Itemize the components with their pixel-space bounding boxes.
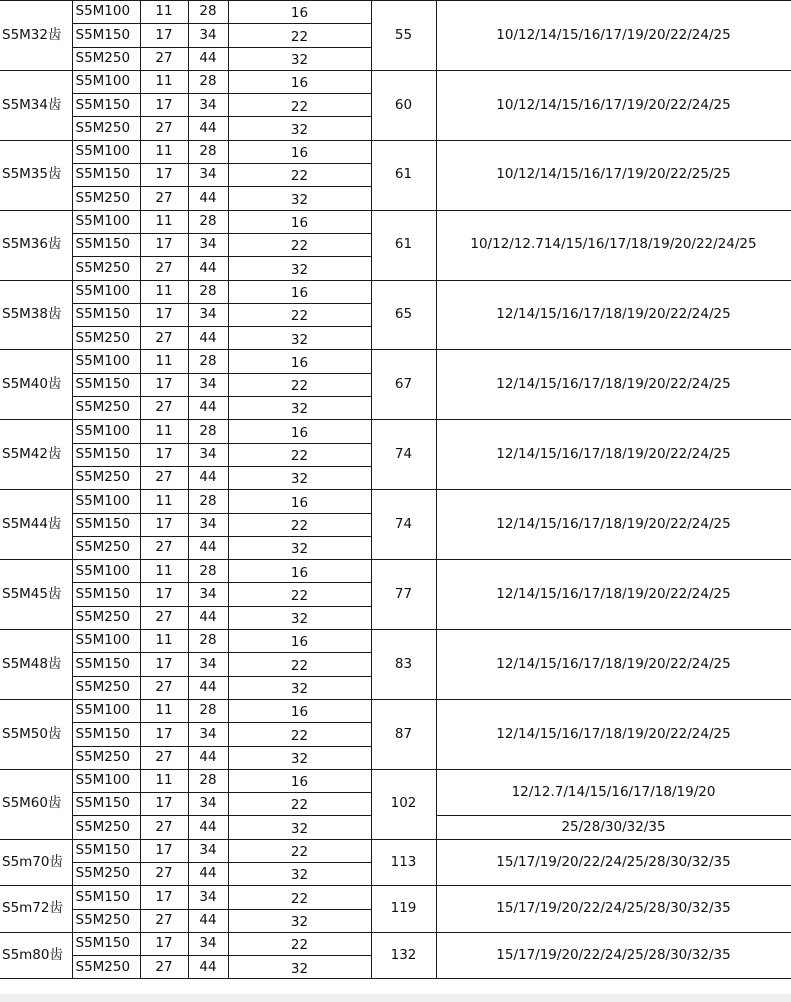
- belt-model-cell: S5M150: [72, 653, 140, 676]
- outer-diameter-cell: 83: [371, 630, 436, 700]
- width-b-cell: 34: [188, 303, 228, 326]
- bore-options-cell: 12/14/15/16/17/18/19/20/22/24/25: [436, 490, 791, 560]
- table-row: [0, 886, 791, 909]
- belt-model-cell: S5M150: [72, 513, 140, 536]
- outer-diameter-cell: 55: [371, 1, 436, 71]
- width-b-cell: 44: [188, 257, 228, 280]
- value-cell: 32: [228, 606, 371, 629]
- belt-model-cell: S5M250: [72, 47, 140, 70]
- width-b-cell: 28: [188, 70, 228, 93]
- belt-model-cell: S5M100: [72, 769, 140, 792]
- value-cell: 32: [228, 536, 371, 559]
- bore-options-cell: 10/12/14/15/16/17/19/20/22/24/25: [436, 1, 791, 71]
- width-a-cell: 27: [140, 327, 188, 350]
- value-cell: 22: [228, 303, 371, 326]
- table-row: [0, 839, 791, 862]
- gear-count-cell: S5M35齿: [0, 140, 72, 210]
- belt-model-cell: S5M150: [72, 164, 140, 187]
- width-b-cell: 28: [188, 140, 228, 163]
- value-cell: 16: [228, 140, 371, 163]
- width-a-cell: 17: [140, 839, 188, 862]
- width-a-cell: 17: [140, 653, 188, 676]
- width-a-cell: 27: [140, 956, 188, 979]
- value-cell: 32: [228, 187, 371, 210]
- belt-model-cell: S5M100: [72, 490, 140, 513]
- width-a-cell: 11: [140, 769, 188, 792]
- width-b-cell: 34: [188, 94, 228, 117]
- outer-diameter-cell: 102: [371, 769, 436, 839]
- belt-model-cell: S5M150: [72, 94, 140, 117]
- belt-model-cell: S5M250: [72, 397, 140, 420]
- value-cell: 16: [228, 210, 371, 233]
- belt-model-cell: S5M100: [72, 420, 140, 443]
- width-a-cell: 11: [140, 699, 188, 722]
- width-a-cell: 27: [140, 606, 188, 629]
- width-b-cell: 34: [188, 373, 228, 396]
- value-cell: 32: [228, 397, 371, 420]
- belt-model-cell: S5M250: [72, 909, 140, 932]
- value-cell: 16: [228, 769, 371, 792]
- gear-count-cell: S5M45齿: [0, 560, 72, 630]
- value-cell: 22: [228, 583, 371, 606]
- outer-diameter-cell: 74: [371, 490, 436, 560]
- belt-model-cell: S5M150: [72, 303, 140, 326]
- width-b-cell: 28: [188, 630, 228, 653]
- belt-model-cell: S5M150: [72, 24, 140, 47]
- width-a-cell: 11: [140, 490, 188, 513]
- value-cell: 22: [228, 653, 371, 676]
- gear-count-cell: S5M32齿: [0, 1, 72, 71]
- gear-count-cell: S5M60齿: [0, 769, 72, 839]
- width-a-cell: 27: [140, 47, 188, 70]
- bore-options-cell: 10/12/14/15/16/17/19/20/22/25/25: [436, 140, 791, 210]
- width-a-cell: 27: [140, 676, 188, 699]
- value-cell: 16: [228, 699, 371, 722]
- bore-options-cell: 12/14/15/16/17/18/19/20/22/24/25: [436, 699, 791, 769]
- width-b-cell: 44: [188, 909, 228, 932]
- width-b-cell: 34: [188, 886, 228, 909]
- outer-diameter-cell: 132: [371, 932, 436, 979]
- width-a-cell: 11: [140, 350, 188, 373]
- width-b-cell: 34: [188, 24, 228, 47]
- belt-model-cell: S5M150: [72, 839, 140, 862]
- value-cell: 16: [228, 490, 371, 513]
- belt-model-cell: S5M100: [72, 280, 140, 303]
- width-b-cell: 34: [188, 793, 228, 816]
- width-b-cell: 44: [188, 47, 228, 70]
- belt-model-cell: S5M150: [72, 793, 140, 816]
- gear-count-cell: S5M36齿: [0, 210, 72, 280]
- bore-options-cell: 10/12/14/15/16/17/19/20/22/24/25: [436, 70, 791, 140]
- width-b-cell: 34: [188, 513, 228, 536]
- value-cell: 22: [228, 443, 371, 466]
- belt-model-cell: S5M250: [72, 327, 140, 350]
- width-a-cell: 11: [140, 420, 188, 443]
- belt-model-cell: S5M150: [72, 443, 140, 466]
- width-a-cell: 27: [140, 746, 188, 769]
- value-cell: 22: [228, 233, 371, 256]
- belt-model-cell: S5M100: [72, 1, 140, 24]
- value-cell: 22: [228, 932, 371, 955]
- value-cell: 22: [228, 24, 371, 47]
- value-cell: 16: [228, 630, 371, 653]
- bore-options-cell: 12/14/15/16/17/18/19/20/22/24/25: [436, 560, 791, 630]
- outer-diameter-cell: 113: [371, 839, 436, 886]
- value-cell: 32: [228, 956, 371, 979]
- outer-diameter-cell: 119: [371, 886, 436, 933]
- table-row: [0, 932, 791, 955]
- table-row: [0, 280, 791, 303]
- value-cell: 16: [228, 70, 371, 93]
- table-row: [0, 140, 791, 163]
- value-cell: 16: [228, 420, 371, 443]
- width-a-cell: 11: [140, 560, 188, 583]
- width-b-cell: 28: [188, 210, 228, 233]
- belt-model-cell: S5M250: [72, 746, 140, 769]
- outer-diameter-cell: 67: [371, 350, 436, 420]
- gear-count-cell: S5m70齿: [0, 839, 72, 886]
- bore-options-cell: 12/14/15/16/17/18/19/20/22/24/25: [436, 350, 791, 420]
- value-cell: 32: [228, 47, 371, 70]
- width-a-cell: 17: [140, 303, 188, 326]
- width-a-cell: 17: [140, 513, 188, 536]
- width-b-cell: 28: [188, 699, 228, 722]
- gear-count-cell: S5m72齿: [0, 886, 72, 933]
- belt-model-cell: S5M250: [72, 816, 140, 839]
- gear-count-cell: S5M42齿: [0, 420, 72, 490]
- table-body: [0, 1, 791, 979]
- outer-diameter-cell: 61: [371, 140, 436, 210]
- table-row: [0, 420, 791, 443]
- width-a-cell: 17: [140, 443, 188, 466]
- belt-model-cell: S5M150: [72, 373, 140, 396]
- value-cell: 22: [228, 164, 371, 187]
- value-cell: 32: [228, 676, 371, 699]
- gear-count-cell: S5m80齿: [0, 932, 72, 979]
- width-a-cell: 11: [140, 210, 188, 233]
- width-b-cell: 44: [188, 606, 228, 629]
- width-a-cell: 11: [140, 280, 188, 303]
- width-a-cell: 17: [140, 233, 188, 256]
- width-b-cell: 34: [188, 932, 228, 955]
- belt-model-cell: S5M150: [72, 233, 140, 256]
- bore-options-cell: 10/12/12.714/15/16/17/18/19/20/22/24/25: [436, 210, 791, 280]
- value-cell: 32: [228, 862, 371, 885]
- value-cell: 22: [228, 723, 371, 746]
- value-cell: 32: [228, 327, 371, 350]
- belt-model-cell: S5M100: [72, 140, 140, 163]
- bottom-strip: [0, 994, 791, 1002]
- gear-count-cell: S5M38齿: [0, 280, 72, 350]
- width-b-cell: 28: [188, 769, 228, 792]
- bore-options-cell: 12/14/15/16/17/18/19/20/22/24/25: [436, 630, 791, 700]
- gear-count-cell: S5M50齿: [0, 699, 72, 769]
- value-cell: 16: [228, 560, 371, 583]
- width-a-cell: 27: [140, 117, 188, 140]
- belt-model-cell: S5M150: [72, 583, 140, 606]
- value-cell: 32: [228, 466, 371, 489]
- width-a-cell: 17: [140, 24, 188, 47]
- table-row: [0, 70, 791, 93]
- width-b-cell: 34: [188, 443, 228, 466]
- belt-model-cell: S5M250: [72, 466, 140, 489]
- width-a-cell: 17: [140, 94, 188, 117]
- width-b-cell: 44: [188, 536, 228, 559]
- bore-options-cell: 12/14/15/16/17/18/19/20/22/24/25: [436, 280, 791, 350]
- width-a-cell: 17: [140, 886, 188, 909]
- outer-diameter-cell: 74: [371, 420, 436, 490]
- bore-options-cell: 25/28/30/32/35: [436, 816, 791, 839]
- bore-options-cell: 15/17/19/20/22/24/25/28/30/32/35: [436, 886, 791, 933]
- width-b-cell: 28: [188, 490, 228, 513]
- belt-model-cell: S5M100: [72, 210, 140, 233]
- width-a-cell: 27: [140, 536, 188, 559]
- width-a-cell: 17: [140, 932, 188, 955]
- width-b-cell: 34: [188, 723, 228, 746]
- outer-diameter-cell: 87: [371, 699, 436, 769]
- value-cell: 32: [228, 816, 371, 839]
- gear-count-cell: S5M48齿: [0, 630, 72, 700]
- width-a-cell: 17: [140, 583, 188, 606]
- bore-options-cell: 15/17/19/20/22/24/25/28/30/32/35: [436, 839, 791, 886]
- width-a-cell: 27: [140, 862, 188, 885]
- width-a-cell: 11: [140, 70, 188, 93]
- width-a-cell: 27: [140, 187, 188, 210]
- value-cell: 22: [228, 886, 371, 909]
- table-row: [0, 560, 791, 583]
- belt-model-cell: S5M150: [72, 932, 140, 955]
- width-a-cell: 11: [140, 630, 188, 653]
- table-row: [0, 769, 791, 792]
- belt-model-cell: S5M250: [72, 676, 140, 699]
- table-row: [0, 210, 791, 233]
- width-b-cell: 34: [188, 839, 228, 862]
- table-row: [0, 630, 791, 653]
- width-a-cell: 17: [140, 723, 188, 746]
- belt-model-cell: S5M250: [72, 187, 140, 210]
- width-b-cell: 34: [188, 164, 228, 187]
- value-cell: 16: [228, 1, 371, 24]
- width-b-cell: 44: [188, 746, 228, 769]
- width-b-cell: 44: [188, 862, 228, 885]
- table-row: [0, 699, 791, 722]
- width-b-cell: 44: [188, 117, 228, 140]
- bore-options-cell: 12/14/15/16/17/18/19/20/22/24/25: [436, 420, 791, 490]
- value-cell: 22: [228, 513, 371, 536]
- gear-count-cell: S5M34齿: [0, 70, 72, 140]
- width-a-cell: 27: [140, 466, 188, 489]
- value-cell: 32: [228, 117, 371, 140]
- outer-diameter-cell: 60: [371, 70, 436, 140]
- width-a-cell: 17: [140, 164, 188, 187]
- value-cell: 16: [228, 280, 371, 303]
- outer-diameter-cell: 77: [371, 560, 436, 630]
- width-b-cell: 34: [188, 653, 228, 676]
- width-a-cell: 11: [140, 1, 188, 24]
- table-row: [0, 1, 791, 24]
- belt-model-cell: S5M100: [72, 699, 140, 722]
- value-cell: 16: [228, 350, 371, 373]
- width-b-cell: 34: [188, 583, 228, 606]
- table-row: [0, 350, 791, 373]
- width-b-cell: 34: [188, 233, 228, 256]
- belt-model-cell: S5M250: [72, 536, 140, 559]
- width-b-cell: 44: [188, 327, 228, 350]
- value-cell: 32: [228, 257, 371, 280]
- width-a-cell: 27: [140, 257, 188, 280]
- value-cell: 32: [228, 909, 371, 932]
- outer-diameter-cell: 65: [371, 280, 436, 350]
- gear-count-cell: S5M44齿: [0, 490, 72, 560]
- width-b-cell: 28: [188, 280, 228, 303]
- belt-model-cell: S5M150: [72, 723, 140, 746]
- value-cell: 22: [228, 94, 371, 117]
- belt-model-cell: S5M100: [72, 630, 140, 653]
- width-a-cell: 11: [140, 140, 188, 163]
- belt-model-cell: S5M250: [72, 606, 140, 629]
- gear-count-cell: S5M40齿: [0, 350, 72, 420]
- width-a-cell: 27: [140, 816, 188, 839]
- belt-model-cell: S5M250: [72, 956, 140, 979]
- width-b-cell: 28: [188, 1, 228, 24]
- belt-model-cell: S5M100: [72, 350, 140, 373]
- width-b-cell: 44: [188, 397, 228, 420]
- width-b-cell: 44: [188, 466, 228, 489]
- belt-model-cell: S5M100: [72, 560, 140, 583]
- width-a-cell: 17: [140, 373, 188, 396]
- width-a-cell: 27: [140, 397, 188, 420]
- value-cell: 22: [228, 373, 371, 396]
- belt-model-cell: S5M250: [72, 862, 140, 885]
- belt-model-cell: S5M250: [72, 117, 140, 140]
- belt-model-cell: S5M100: [72, 70, 140, 93]
- width-b-cell: 44: [188, 816, 228, 839]
- width-b-cell: 28: [188, 560, 228, 583]
- width-b-cell: 44: [188, 956, 228, 979]
- value-cell: 22: [228, 839, 371, 862]
- bore-options-cell: 12/12.7/14/15/16/17/18/19/20: [436, 769, 791, 816]
- width-b-cell: 28: [188, 350, 228, 373]
- width-b-cell: 44: [188, 676, 228, 699]
- belt-model-cell: S5M250: [72, 257, 140, 280]
- bore-options-cell: 15/17/19/20/22/24/25/28/30/32/35: [436, 932, 791, 979]
- belt-model-cell: S5M150: [72, 886, 140, 909]
- value-cell: 32: [228, 746, 371, 769]
- width-a-cell: 27: [140, 909, 188, 932]
- width-b-cell: 28: [188, 420, 228, 443]
- width-a-cell: 17: [140, 793, 188, 816]
- table-row: [0, 490, 791, 513]
- value-cell: 22: [228, 793, 371, 816]
- width-b-cell: 44: [188, 187, 228, 210]
- outer-diameter-cell: 61: [371, 210, 436, 280]
